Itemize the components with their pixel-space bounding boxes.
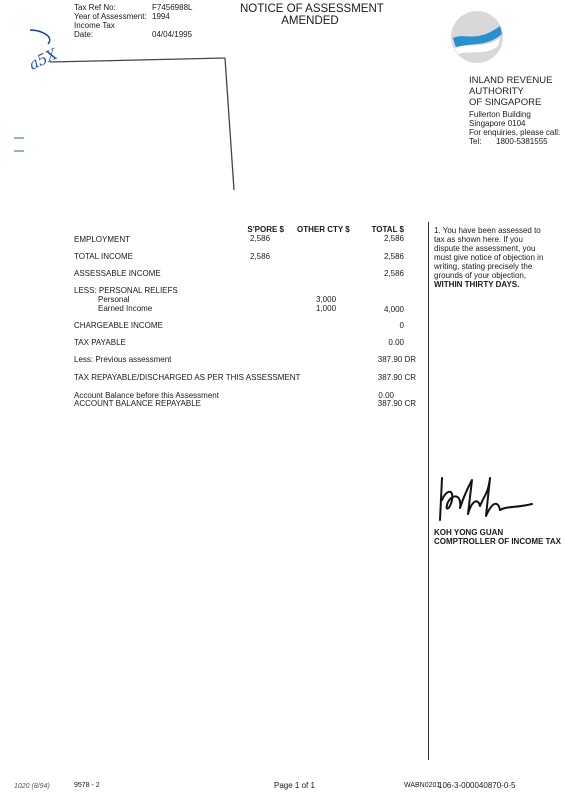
- comptroller-signature: [432, 470, 547, 526]
- notice-subtitle: AMENDED: [281, 15, 339, 27]
- employment-label: EMPLOYMENT: [74, 235, 131, 244]
- employment-spore: 2,586: [250, 234, 271, 243]
- less-reliefs-label: LESS: PERSONAL RELIEFS: [74, 286, 178, 295]
- authority-name-line1: INLAND REVENUE: [469, 75, 553, 86]
- balance-before-label: Account Balance before this Assessment: [74, 391, 219, 400]
- assessable-label: ASSESSABLE INCOME: [74, 269, 161, 278]
- form-code: 1020 (8/94): [14, 783, 50, 790]
- repayable-total: 387.90 CR: [377, 373, 416, 382]
- note-line7: WITHIN THIRTY DAYS.: [434, 280, 520, 289]
- authority-name-line2: AUTHORITY: [469, 86, 524, 97]
- column-divider: [428, 222, 429, 760]
- notice-title: NOTICE OF ASSESSMENT: [240, 3, 384, 15]
- employment-total: 2,586: [383, 234, 404, 243]
- chargeable-label: CHARGEABLE INCOME: [74, 321, 163, 330]
- address-line1: Fullerton Building: [469, 110, 531, 119]
- total-income-spore: 2,586: [250, 252, 271, 261]
- authority-name-line3: OF SINGAPORE: [469, 97, 542, 108]
- note-line3: dispute the assessment, you: [434, 244, 536, 253]
- total-income-total: 2,586: [383, 252, 404, 261]
- year-label: Year of Assessment:: [74, 12, 147, 21]
- note-line1: 1. You have been assessed to: [434, 226, 541, 235]
- earned-income-other: 1,000: [316, 304, 337, 313]
- iras-logo: [448, 8, 506, 66]
- note-line5: writing, stating precisely the: [434, 262, 533, 271]
- previous-assessment-label: Less: Previous assessment: [74, 355, 172, 364]
- tax-payable-label: TAX PAYABLE: [74, 338, 126, 347]
- income-tax-label: Income Tax: [74, 21, 115, 30]
- handwriting-and-fold: [0, 0, 260, 200]
- chargeable-total: 0: [399, 321, 404, 330]
- handwritten-mark: a5X: [26, 44, 61, 74]
- earned-income-label: Earned Income: [98, 304, 153, 313]
- date-value: 04/04/1995: [152, 30, 193, 39]
- date-label: Date:: [74, 30, 94, 39]
- signatory-title: COMPTROLLER OF INCOME TAX: [434, 537, 561, 546]
- year-value: 1994: [152, 12, 170, 21]
- address-line2: Singapore 0104: [469, 119, 526, 128]
- previous-assessment-total: 387.90 DR: [377, 355, 416, 364]
- note-line2: tax as shown here. If you: [434, 235, 523, 244]
- footer-wab: WABN0201: [404, 782, 441, 789]
- personal-relief-other: 3,000: [316, 295, 337, 304]
- earned-income-total: 4,000: [383, 305, 404, 314]
- col-spore-header: S'PORE $: [247, 225, 284, 234]
- tel-label: Tel:: [469, 137, 482, 146]
- col-total-header: TOTAL $: [371, 225, 404, 234]
- tel-value: 1800-5381555: [496, 137, 548, 146]
- note-line4: must give notice of objection in: [434, 253, 544, 262]
- repayable-label: TAX REPAYABLE/DISCHARGED AS PER THIS ASSESSMENT: [74, 373, 301, 382]
- note-line6: grounds of your objection,: [434, 271, 527, 280]
- enquiries-text: For enquiries, please call:: [469, 128, 561, 137]
- col-other-header: OTHER CTY $: [297, 225, 350, 234]
- footer-ref: 106-3-000040870-0-5: [438, 781, 516, 790]
- tax-ref-label: Tax Ref No:: [74, 3, 116, 12]
- balance-repayable-label: ACCOUNT BALANCE REPAYABLE: [74, 399, 201, 408]
- balance-before-total: 0.00: [378, 391, 394, 400]
- page-indicator: Page 1 of 1: [274, 781, 315, 790]
- balance-repayable-total: 387.90 CR: [377, 399, 416, 408]
- signatory-name: KOH YONG GUAN: [434, 528, 504, 537]
- tax-ref-value: F7456988L: [152, 3, 193, 12]
- personal-relief-label: Personal: [98, 295, 130, 304]
- assessable-total: 2,586: [383, 269, 404, 278]
- total-income-label: TOTAL INCOME: [74, 252, 133, 261]
- tax-payable-total: 0.00: [388, 338, 404, 347]
- footer-code2: 9578 - 2: [74, 782, 100, 789]
